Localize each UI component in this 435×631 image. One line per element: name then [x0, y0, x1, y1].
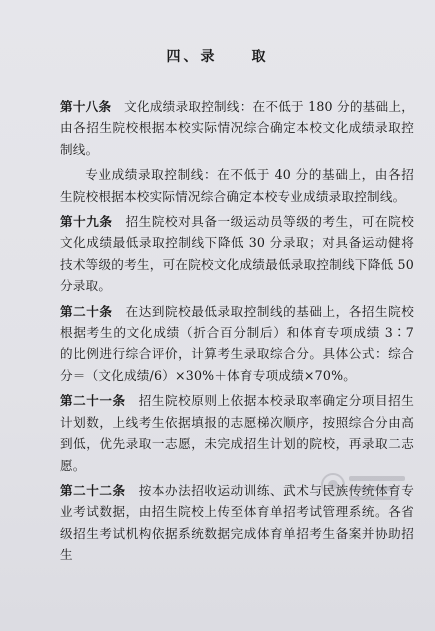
article-number: 第十九条	[60, 214, 113, 230]
article-number: 第二十条	[60, 303, 113, 319]
paragraph-text: 按本办法招收运动训练、武术与民族传统体育专业考试数据，由招生院校上传至体育单招考试管理系统。各省级招生考试机构依据系统数据完成体育单招考生备案并协助招生	[60, 482, 415, 563]
article-number: 第二十二条	[60, 482, 126, 498]
paragraph-text: 招生院校对具备一级运动员等级的考生，可在院校文化成绩最低录取控制线下降低 30 分录取；对具备运动健将技术等级的考生，可在院校文化成绩最低录取控制线下降低 50 分录取。	[60, 214, 414, 294]
paragraph-article-19	[60, 211, 414, 297]
watermark-logo	[319, 462, 411, 508]
paragraph-text: 专业成绩录取控制线：在不低于 40 分的基础上，由各招生院校根据本校实际情况综合确定本校专业成绩录取控制线。	[60, 167, 414, 204]
section-title: 四、录 取	[166, 49, 269, 65]
paragraph-article-20	[60, 301, 414, 387]
article-number: 第二十一条	[60, 393, 126, 409]
paragraph-text: 文化成绩录取控制线：在不低于 180 分的基础上，由各招生院校根据本校实际情况综合确定本校文化成绩录取控制线。	[60, 99, 414, 157]
article-number: 第十八条	[60, 99, 112, 114]
paragraph-article-18	[60, 96, 414, 160]
paragraph-professional-score	[60, 164, 414, 207]
paragraph-text: 招生院校原则上依据本校录取率确定分项目招生计划数，上线考生依据填报的志愿梯次顺序，按照综合分由高到低，优先录取一志愿，未完成招生计划的院校，再录取二志愿。	[60, 393, 415, 473]
paragraph-text: 在达到院校最低录取控制线的基础上，各招生院校根据考生的文化成绩（折合百分制后）和体育专项成绩 3∶7 的比例进行综合评价，计算考生录取综合分。具体公式：综合分＝（文化成绩/6）×30%＋体育专项成绩×70%。	[60, 303, 414, 383]
